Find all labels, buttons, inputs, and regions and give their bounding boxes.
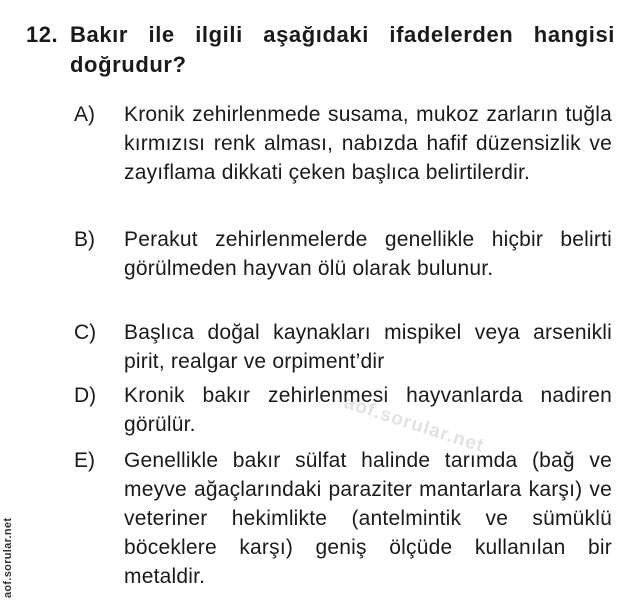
question-number: 12. (26, 22, 59, 47)
option-letter: E) (74, 449, 95, 472)
option-letter: D) (74, 384, 97, 407)
option-text: Genellikle bakır sülfat halinde tarımda (bağ ve meyve ağaçlarındaki paraziter mantarlara karşı) ve veteriner hekimlikte (antelmintik ve sümüklü böceklere karşı) geniş ölçüde kullanılan bir metaldir. (124, 449, 612, 588)
watermark-center: aof.sorular.net (341, 392, 487, 458)
option-letter: C) (74, 321, 97, 344)
option-text: Perakut zehirlenmelerde genellikle hiçbir belirti görülmeden hayvan ölü olarak bulunur. (124, 228, 612, 280)
option-text: Kronik zehirlenmede susama, mukoz zarların tuğla kırmızısı renk alması, nabızda hafif düzensizlik ve zayıflama dikkati çeken başlıca belirtilerdir. (124, 103, 612, 184)
option-letter: B) (74, 228, 95, 251)
option-text: Kronik bakır zehirlenmesi hayvanlarda nadiren görülür. (124, 384, 612, 436)
watermark-side: aof.sorular.net (2, 517, 14, 598)
question-text: Bakır ile ilgili aşağıdaki ifadelerden hangisi doğrudur? (70, 22, 615, 77)
option-text: Başlıca doğal kaynakları mispikel veya arsenikli pirit, realgar ve orpiment’dir (124, 321, 612, 373)
option-letter: A) (74, 103, 95, 126)
